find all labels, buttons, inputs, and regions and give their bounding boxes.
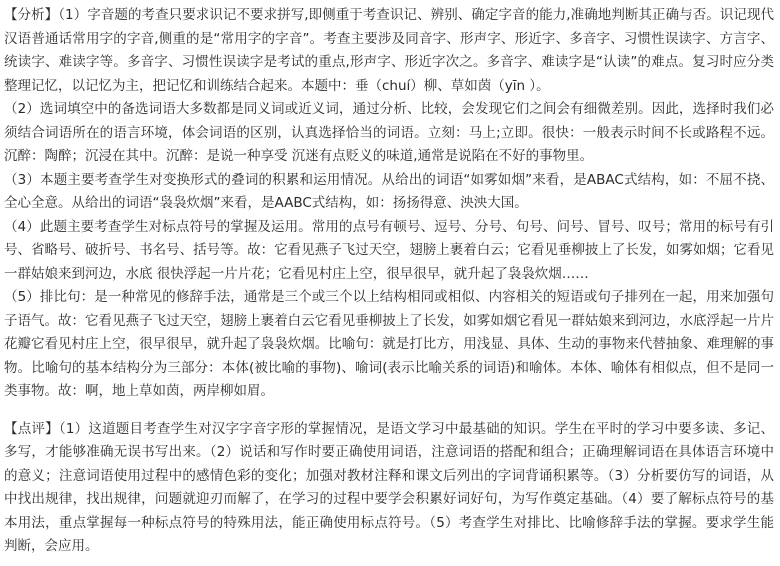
- section-spacer: [4, 404, 774, 418]
- analysis-paragraph-3: （3）本题主要考查学生对变换形式的叠词的积累和运用情况。从给出的词语“如雾如烟”来看，是ABAC式结构，如：不屈不挠、全心全意。从给出的词语“袅袅炊烟”来看，是AABC式结构，如：扬扬得意、泱泱大国。: [4, 171, 774, 211]
- analysis-paragraph-1-text: （1）字音题的考查只要求识记不要求拼写,即侧重于考查识记、辨别、确定字音的能力,准确地判断其正确与否。识记现代汉语普通话常用字的字音,侧重的是“常用字的字音”。考查主要涉及同音字、形声字、形近字、多音字、习惯性误读字、方言字、统读字、难读字等。多音字、习惯性误读字是考试的重点,形声字、形近字次之。多音字、难读字是“认读”的难点。复习时应分类整理记忆，以记忆为主，把记忆和训练结合起来。本题中：垂（chuí）柳、草如茵（yīn ）。: [4, 7, 775, 94]
- analysis-paragraph-1: [4, 4, 774, 98]
- analysis-paragraph-2: （2）选词填空中的备选词语大多数都是同义词或近义词，通过分析、比较，会发现它们之间会有细微差别。因此，选择时我们必须结合词语所在的语言环境，体会词语的区别，认真选择恰当的词语。立刻：马上;立即。很快：一般表示时间不长或路程不远。沉醉：陶醉；沉浸在其中。沉醉：是说一种享受 沉迷有点贬义的味道,通常是说陷在不好的事物里。: [4, 101, 774, 164]
- comment-paragraph: [4, 418, 774, 559]
- comment-text: （1）这道题目考查学生对汉字字音字形的掌握情况，是语文学习中最基础的知识。学生在平时的学习中要多读、多记、多写，才能够准确无误书写出来。（2）说话和写作时要正确使用词语，注意词语的搭配和组合；正确理解词语在具体语言环境中的意义；注意词语使用过程中的感情色彩的变化；加强对教材注释和课文后列出的字词背诵积累等。（3）分析要仿写的词语，从中找出规律，找出规律，问题就迎刃而解了，在学习的过程中要学会积累好词好句，为写作奠定基础。（4）要了解标点符号的基本用法，重点掌握每一种标点符号的特殊用法，能正确使用标点符号。（5）考查学生对排比、比喻修辞手法的掌握。要求学生能判断，会应用。: [4, 420, 775, 554]
- comment-label: 【点评】: [4, 420, 59, 437]
- analysis-label: 【分析】: [4, 7, 59, 23]
- analysis-section: [4, 4, 774, 404]
- comment-section: [4, 418, 774, 559]
- analysis-paragraph-4: （4）此题主要考查学生对标点符号的掌握及运用。常用的点号有顿号、逗号、分号、句号、问号、冒号、叹号；常用的标号有引号、省略号、破折号、书名号、括号等。故：它看见燕子飞过天空，翅膀上裹着白云；它看见垂柳披上了长发，如雾如烟；它看见一群姑娘来到河边，水底 很快浮起一片片花；它看见村庄上空，很早很早，就升起了袅袅炊烟……: [4, 218, 774, 282]
- analysis-paragraph-5: （5）排比句：是一种常见的修辞手法，通常是三个或三个以上结构相同或相似、内容相关的短语或句子排列在一起，用来加强句子语气。故：它看见燕子飞过天空，翅膀上裹着白云它看见垂柳披上了长发，如雾如烟它看见一群姑娘来到河边，水底浮起一片片花瓣它看见村庄上空，很早很早，就升起了袅袅炊烟。比喻句：就是打比方，用浅显、具体、生动的事物来代替抽象、难理解的事物。比喻句的基本结构分为三部分：本体(被比喻的事物)、喻词(表示比喻关系的词语)和喻体。本体、喻体有相似点，但不是同一类事物。故：啊，地上草如茵，两岸柳如眉。: [4, 289, 774, 399]
